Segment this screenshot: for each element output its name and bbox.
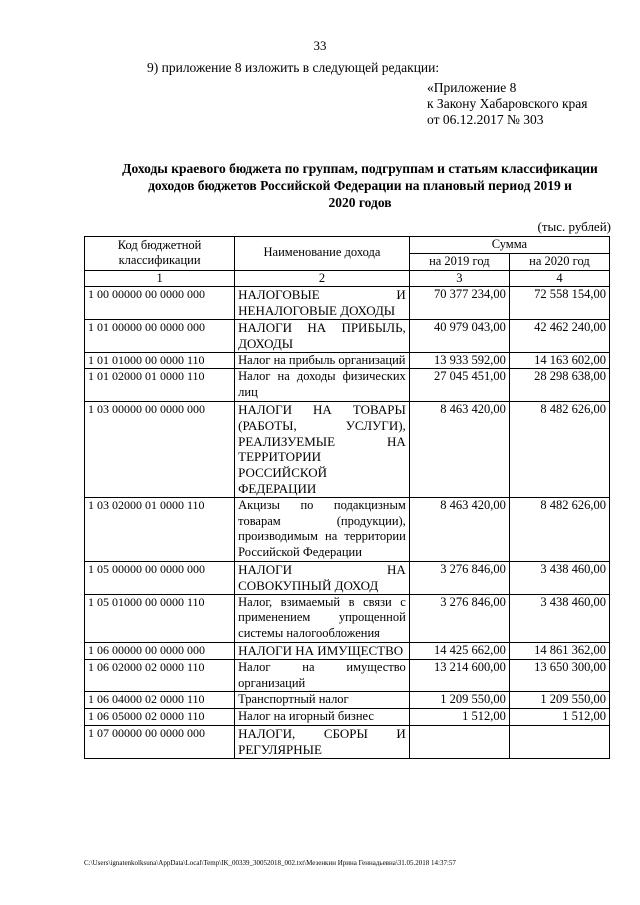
revenue-name-cell: НАЛОГИ НА ПРИБЫЛЬ, ДОХОДЫ (235, 319, 410, 352)
table-row (85, 369, 610, 402)
budget-code-cell: 1 06 02000 02 0000 110 (85, 659, 235, 692)
page-number: 33 (313, 38, 327, 53)
amount-2019-cell: 3 276 846,00 (409, 561, 509, 594)
budget-code-cell: 1 06 05000 02 0000 110 (85, 709, 235, 726)
title-line: доходов бюджетов Российской Федерации на плановый период 2019 и (148, 178, 572, 193)
column-number-row (85, 270, 610, 287)
amount-2019-cell: 8 463 420,00 (409, 401, 509, 497)
revenue-name-cell: Транспортный налог (235, 692, 410, 709)
appendix-line: «Приложение 8 (427, 80, 517, 95)
budget-code-cell: 1 05 00000 00 0000 000 (85, 561, 235, 594)
table-header-row (85, 237, 610, 254)
revenue-table (84, 236, 610, 759)
column-number: 3 (409, 270, 509, 287)
revenue-name-cell: НАЛОГИ НА СОВОКУПНЫЙ ДОХОД (235, 561, 410, 594)
amount-2019-cell: 13 933 592,00 (409, 352, 509, 369)
amount-2020-cell: 1 512,00 (509, 709, 609, 726)
budget-code-cell: 1 03 00000 00 0000 000 (85, 401, 235, 497)
file-path-footer: C:\Users\ignatenkolksuna\AppData\Local\Temp\IK_00339_30052018_002.txt\Мезенкин Ирина Геннадьевна\31.05.2018 14:37:57 (84, 859, 456, 867)
amount-2019-cell: 14 425 662,00 (409, 642, 509, 659)
amount-2020-cell: 8 482 626,00 (509, 401, 609, 497)
revenue-name-cell: Акцизы по подакцизным товарам (продукции), производимым на территории Российской Федерации (235, 497, 410, 561)
budget-code-cell: 1 01 01000 00 0000 110 (85, 352, 235, 369)
appendix-line: к Закону Хабаровского края (427, 96, 588, 111)
amount-2020-cell: 42 462 240,00 (509, 319, 609, 352)
revenue-name-cell: НАЛОГОВЫЕ И НЕНАЛОГОВЫЕ ДОХОДЫ (235, 287, 410, 320)
title-line: 2020 годов (328, 195, 392, 210)
header-name: Наименование дохода (235, 237, 410, 271)
table-body (85, 287, 610, 758)
title-line: Доходы краевого бюджета по группам, подгруппам и статьям классификации (122, 161, 598, 176)
budget-code-cell: 1 00 00000 00 0000 000 (85, 287, 235, 320)
table-row (85, 497, 610, 561)
table-row (85, 352, 610, 369)
revenue-name-cell: НАЛОГИ НА ТОВАРЫ (РАБОТЫ, УСЛУГИ), РЕАЛИЗУЕМЫЕ НА ТЕРРИТОРИИ РОССИЙСКОЙ ФЕДЕРАЦИИ (235, 401, 410, 497)
budget-code-cell: 1 06 04000 02 0000 110 (85, 692, 235, 709)
amount-2019-cell: 27 045 451,00 (409, 369, 509, 402)
table-row (85, 594, 610, 642)
amount-2020-cell: 14 861 362,00 (509, 642, 609, 659)
table-row (85, 692, 610, 709)
table-row (85, 642, 610, 659)
units-label: (тыс. рублей) (537, 219, 611, 234)
amount-2019-cell: 8 463 420,00 (409, 497, 509, 561)
column-number: 4 (509, 270, 609, 287)
header-sum: Сумма (409, 237, 609, 254)
table-row (85, 561, 610, 594)
appendix-reference (427, 80, 588, 128)
amount-2019-cell: 1 209 550,00 (409, 692, 509, 709)
amount-2020-cell: 8 482 626,00 (509, 497, 609, 561)
table-row (85, 709, 610, 726)
amount-2019-cell: 1 512,00 (409, 709, 509, 726)
amount-2020-cell: 1 209 550,00 (509, 692, 609, 709)
table-row (85, 725, 610, 758)
amount-2020-cell: 3 438 460,00 (509, 561, 609, 594)
amount-2020-cell: 14 163 602,00 (509, 352, 609, 369)
header-year-2019: на 2019 год (409, 253, 509, 270)
appendix-line: от 06.12.2017 № 303 (427, 112, 544, 127)
budget-code-cell: 1 05 01000 00 0000 110 (85, 594, 235, 642)
table-row (85, 401, 610, 497)
amount-2019-cell: 13 214 600,00 (409, 659, 509, 692)
intro-text: 9) приложение 8 изложить в следующей редакции: (147, 60, 440, 75)
revenue-name-cell: Налог на игорный бизнес (235, 709, 410, 726)
document-title (100, 160, 620, 211)
budget-code-cell: 1 07 00000 00 0000 000 (85, 725, 235, 758)
revenue-name-cell: Налог на доходы физических лиц (235, 369, 410, 402)
table-row (85, 319, 610, 352)
amount-2019-cell: 3 276 846,00 (409, 594, 509, 642)
budget-code-cell: 1 01 00000 00 0000 000 (85, 319, 235, 352)
revenue-name-cell: НАЛОГИ, СБОРЫ И РЕГУЛЯРНЫЕ (235, 725, 410, 758)
amount-2019-cell: 40 979 043,00 (409, 319, 509, 352)
amount-2020-cell: 72 558 154,00 (509, 287, 609, 320)
amount-2019-cell (409, 725, 509, 758)
amount-2019-cell: 70 377 234,00 (409, 287, 509, 320)
budget-code-cell: 1 03 02000 01 0000 110 (85, 497, 235, 561)
revenue-name-cell: Налог на прибыль организаций (235, 352, 410, 369)
budget-code-cell: 1 01 02000 01 0000 110 (85, 369, 235, 402)
table-row (85, 659, 610, 692)
column-number: 1 (85, 270, 235, 287)
revenue-name-cell: Налог, взимаемый в связи с применением упрощенной системы налогообложения (235, 594, 410, 642)
table-row (85, 287, 610, 320)
amount-2020-cell: 28 298 638,00 (509, 369, 609, 402)
revenue-name-cell: Налог на имущество организаций (235, 659, 410, 692)
header-code: Код бюджетной классификации (85, 237, 235, 271)
revenue-name-cell: НАЛОГИ НА ИМУЩЕСТВО (235, 642, 410, 659)
column-number: 2 (235, 270, 410, 287)
amount-2020-cell (509, 725, 609, 758)
header-year-2020: на 2020 год (509, 253, 609, 270)
budget-code-cell: 1 06 00000 00 0000 000 (85, 642, 235, 659)
amount-2020-cell: 3 438 460,00 (509, 594, 609, 642)
amount-2020-cell: 13 650 300,00 (509, 659, 609, 692)
